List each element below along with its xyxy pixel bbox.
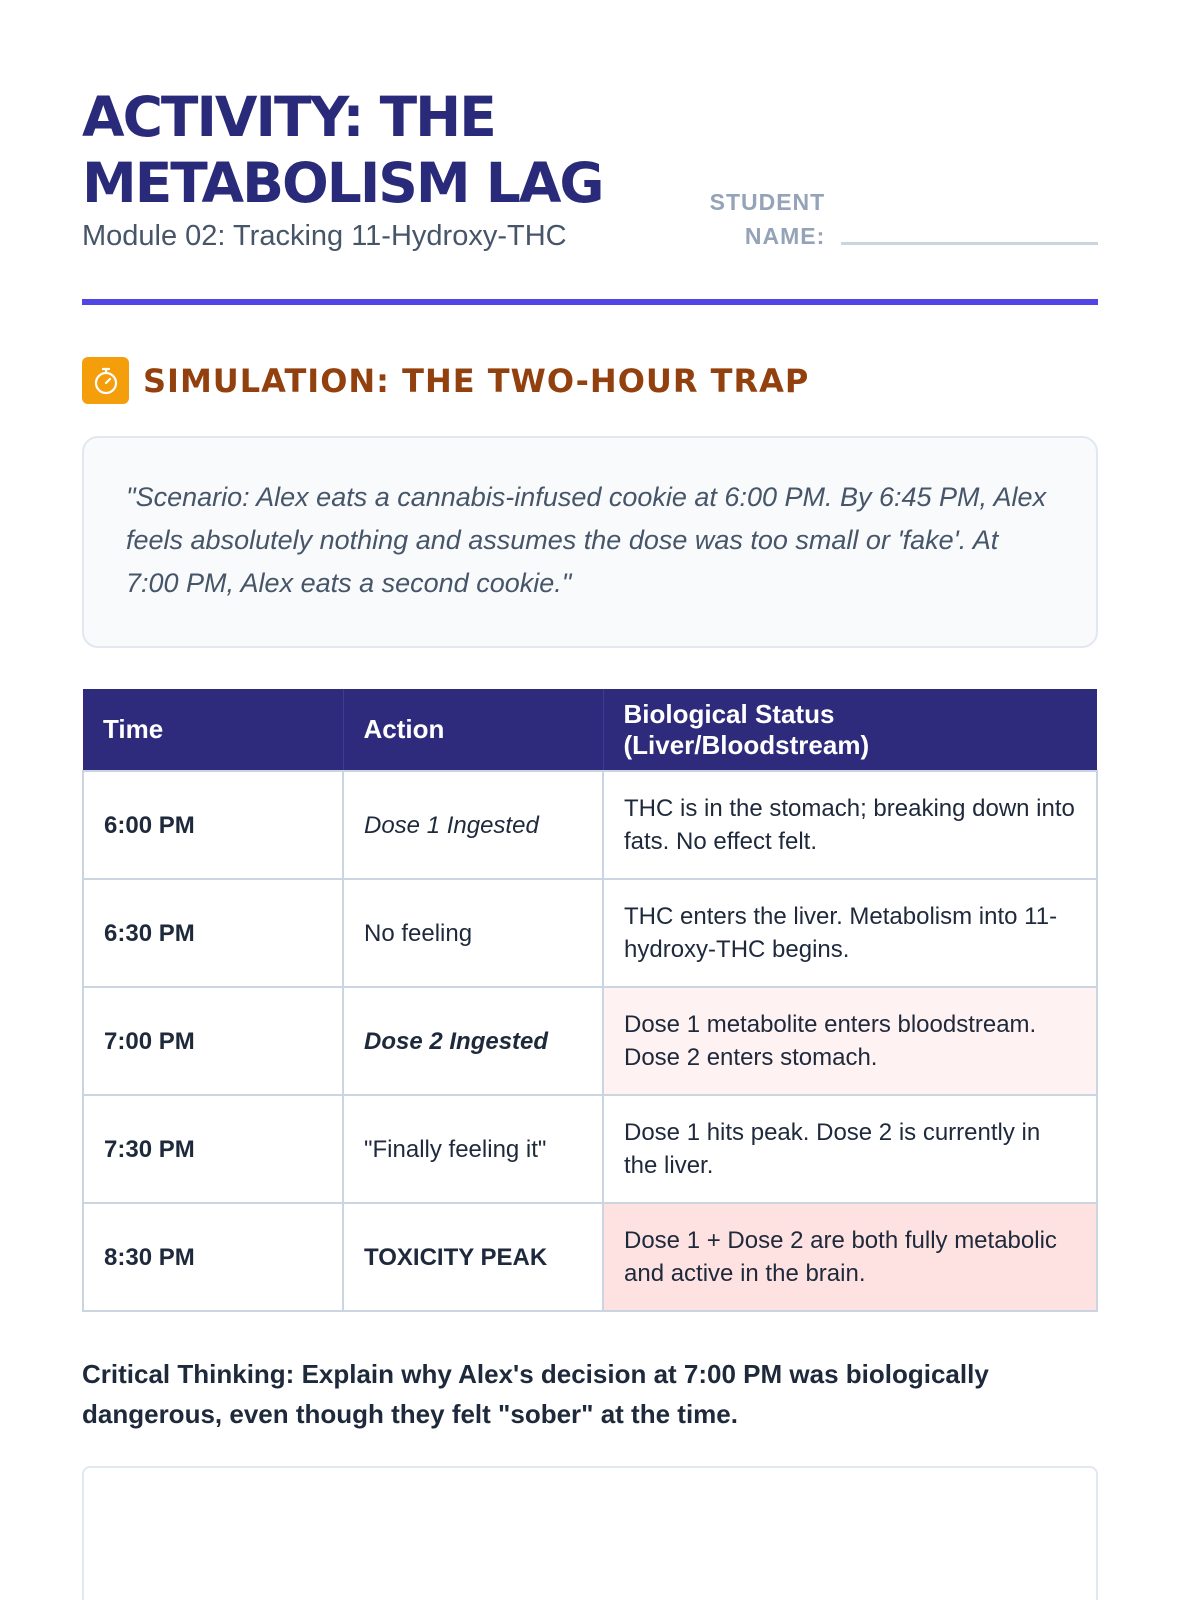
student-name-field[interactable]: [707, 185, 1098, 253]
page-subtitle: Module 02: Tracking 11-Hydroxy-THC: [82, 220, 567, 252]
action-cell: Dose 2 Ingested: [343, 987, 603, 1095]
table-row: [83, 987, 1097, 1095]
column-header-status: Biological Status (Liver/Bloodstream): [603, 689, 1097, 771]
column-header-action: Action: [343, 689, 603, 771]
time-cell: 6:30 PM: [83, 879, 343, 987]
action-cell: TOXICITY PEAK: [343, 1203, 603, 1311]
section-heading: [82, 357, 1098, 404]
student-name-line[interactable]: [841, 242, 1098, 245]
action-cell: No feeling: [343, 879, 603, 987]
table-row: [83, 1203, 1097, 1311]
table-row: [83, 771, 1097, 879]
answer-text-area[interactable]: [82, 1466, 1098, 1600]
table-row: [83, 879, 1097, 987]
scenario-text: "Scenario: Alex eats a cannabis-infused cookie at 6:00 PM. By 6:45 PM, Alex feels absolutely nothing and assumes the dose was too small or 'fake'. At 7:00 PM, Alex eats a second cookie.": [126, 482, 1047, 598]
status-cell: THC is in the stomach; breaking down into fats. No effect felt.: [603, 771, 1097, 879]
column-header-time: Time: [83, 689, 343, 771]
stopwatch-icon: [82, 357, 129, 404]
status-cell: Dose 1 + Dose 2 are both fully metabolic and active in the brain.: [603, 1203, 1097, 1311]
metabolism-timeline-table: [82, 689, 1098, 1312]
table-header-row: [83, 689, 1097, 771]
time-cell: 7:00 PM: [83, 987, 343, 1095]
table-row: [83, 1095, 1097, 1203]
status-cell: THC enters the liver. Metabolism into 11-hydroxy-THC begins.: [603, 879, 1097, 987]
worksheet-header: [82, 0, 1098, 305]
scenario-box: [82, 436, 1098, 648]
student-name-label: STUDENT NAME:: [709, 189, 826, 249]
status-cell: Dose 1 hits peak. Dose 2 is currently in the liver.: [603, 1095, 1097, 1203]
time-cell: 7:30 PM: [83, 1095, 343, 1203]
action-cell: Dose 1 Ingested: [343, 771, 603, 879]
action-cell: "Finally feeling it": [343, 1095, 603, 1203]
section-title: SIMULATION: THE TWO-HOUR TRAP: [143, 361, 810, 400]
time-cell: 8:30 PM: [83, 1203, 343, 1311]
time-cell: 6:00 PM: [83, 771, 343, 879]
critical-thinking-question: Critical Thinking: Explain why Alex's decision at 7:00 PM was biologically dangerous, even though they felt "sober" at the time.: [82, 1359, 989, 1429]
page-title: ACTIVITY: THE METABOLISM LAG: [82, 85, 603, 215]
status-cell: Dose 1 metabolite enters bloodstream. Dose 2 enters stomach.: [603, 987, 1097, 1095]
title-block: [82, 84, 707, 253]
